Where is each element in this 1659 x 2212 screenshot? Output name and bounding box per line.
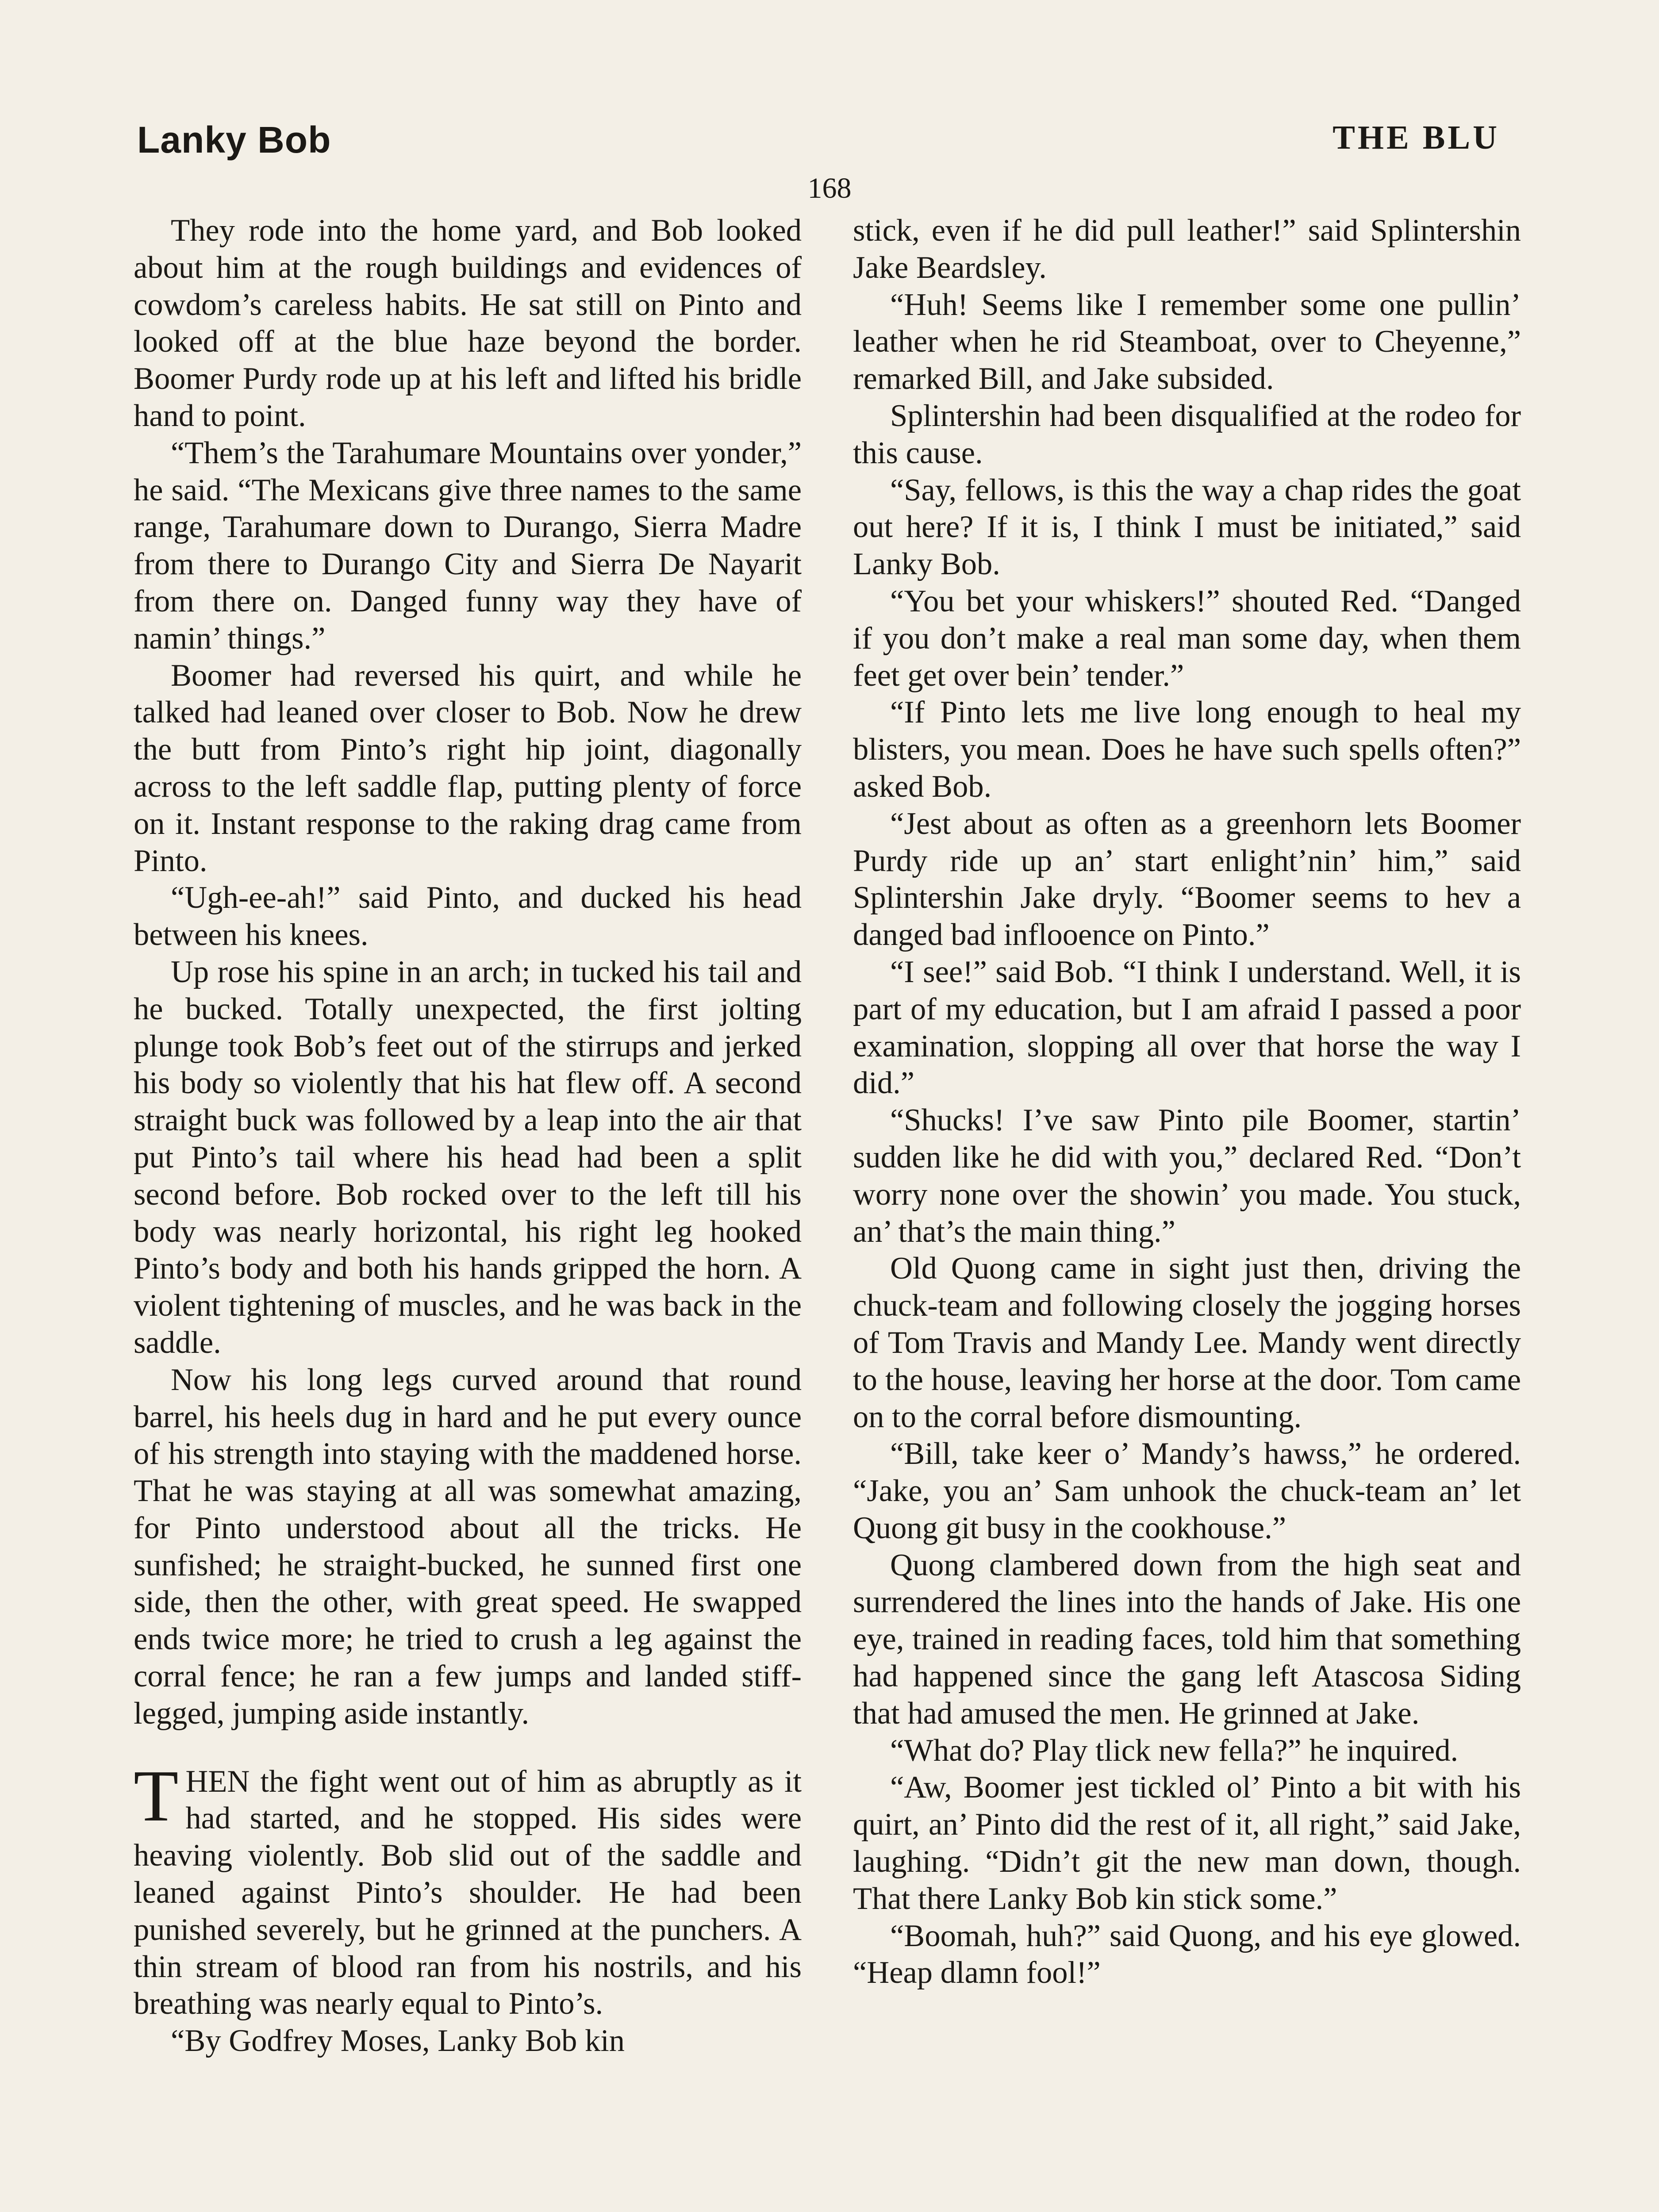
paragraph: “I see!” said Bob. “I think I understand. Well, it is part of my education, but I am afraid I passed a poor examination, slopping all over that horse the way I did.” xyxy=(853,954,1521,1101)
paragraph: “Boomah, huh?” said Quong, and his eye glowed. “Heap dlamn fool!” xyxy=(853,1918,1521,1990)
paragraph: “Them’s the Tarahumare Mountains over yonder,” he said. “The Mexicans give three names to the same range, Tarahumare down to Durango, Sierra Madre from there to Durango City and Sierra De Nayarit from there on. Danged funny way they have of namin’ things.” xyxy=(134,435,802,656)
paragraph: Splintershin had been disqualified at the rodeo for this cause. xyxy=(853,398,1521,470)
paragraph: “What do? Play tlick new fella?” he inquired. xyxy=(890,1733,1459,1768)
paragraph: Old Quong came in sight just then, driving the chuck-team and following closely the jogging horses of Tom Travis and Mandy Lee. Mandy went directly to the house, leaving her horse at the door. Tom came on to the corral before dismounting. xyxy=(853,1251,1521,1434)
paragraph-continuation: stick, even if he did pull leather!” said Splintershin Jake Beardsley. xyxy=(853,213,1521,285)
paragraph: They rode into the home yard, and Bob looked about him at the rough buildings and evidences of cowdom’s careless habits. He sat still on Pinto and looked off at the blue haze beyond the border. Boomer Purdy rode up at his left and lifted his bridle hand to point. xyxy=(134,213,802,433)
paragraph: “If Pinto lets me live long enough to heal my blisters, you mean. Does he have such spells often?” asked Bob. xyxy=(853,695,1521,804)
paragraph: “You bet your whiskers!” shouted Red. “Danged if you don’t make a real man some day, when them feet get over bein’ tender.” xyxy=(853,584,1521,693)
paragraph: “Ugh-ee-ah!” said Pinto, and ducked his head between his knees. xyxy=(134,880,802,952)
paragraph: “Jest about as often as a greenhorn lets Boomer Purdy ride up an’ start enlight’nin’ him,” said Splintershin Jake dryly. “Boomer seems to hev a danged bad inflooence on Pinto.” xyxy=(853,806,1521,952)
paragraph: “Huh! Seems like I remember some one pullin’ leather when he rid Steamboat, over to Cheyenne,” remarked Bill, and Jake subsided. xyxy=(853,287,1521,396)
section-break-text: HEN the fight went out of him as abruptly as it had started, and he stopped. His sides were heaving violently. Bob slid out of the saddle and leaned against Pinto’s shoulder. He had been punished severely, but he grinned at the punchers. A thin stream of blood ran from his nostrils, and his breathing was nearly equal to Pinto’s. xyxy=(134,1764,802,2021)
story-title: Lanky Bob xyxy=(137,119,331,161)
paragraph: Now his long legs curved around that round barrel, his heels dug in hard and he put every ounce of his strength into staying with the maddened horse. That he was staying at all was somewhat amazing, for Pinto understood about all the tricks. He sunfished; he straight-bucked, he sunned first one side, then the other, with great speed. He swapped ends twice more; he tried to crush a leg against the corral fence; he ran a few jumps and landed stiff-legged, jumping aside instantly. xyxy=(134,1362,802,1731)
page-number: 168 xyxy=(807,172,852,204)
paragraph: “Shucks! I’ve saw Pinto pile Boomer, startin’ sudden like he did with you,” declared Red. “Don’t worry none over the showin’ you made. You stuck, an’ that’s the main thing.” xyxy=(853,1103,1521,1249)
left-column xyxy=(134,212,802,2060)
paragraph: “Aw, Boomer jest tickled ol’ Pinto a bit with his quirt, an’ Pinto did the rest of it, all right,” said Jake, laughing. “Didn’t git the new man down, though. That there Lanky Bob kin stick some.” xyxy=(853,1770,1521,1916)
right-column xyxy=(853,212,1521,1992)
paragraph: Up rose his spine in an arch; in tucked his tail and he bucked. Totally unexpected, the first jolting plunge took Bob’s feet out of the stirrups and jerked his body so violently that his hat flew off. A second straight buck was followed by a leap into the air that put Pinto’s tail where his head had been a split second before. Bob rocked over to the left till his body was nearly horizontal, his right leg hooked Pinto’s body and both his hands gripped the horn. A violent tightening of muscles, and he was back in the saddle. xyxy=(134,954,802,1360)
paragraph: “Bill, take keer o’ Mandy’s hawss,” he ordered. “Jake, you an’ Sam unhook the chuck-team an’ let Quong git busy in the cookhouse.” xyxy=(853,1436,1521,1545)
drop-cap: T xyxy=(134,1755,179,1836)
paragraph: “Say, fellows, is this the way a chap rides the goat out here? If it is, I think I must be initiated,” said Lanky Bob. xyxy=(853,472,1521,582)
magazine-name: THE BLU xyxy=(1333,119,1500,156)
paragraph: Boomer had reversed his quirt, and while he talked had leaned over closer to Bob. Now he drew the butt from Pinto’s right hip joint, diagonally across to the left saddle flap, putting plenty of force on it. Instant response to the raking drag came from Pinto. xyxy=(134,658,802,878)
section-break-paragraph xyxy=(134,1755,802,2023)
paragraph: Quong clambered down from the high seat and surrendered the lines into the hands of Jake. His one eye, trained in reading faces, told him that something had happened since the gang left Atascosa Siding that had amused the men. He grinned at Jake. xyxy=(853,1548,1521,1731)
paragraph: “By Godfrey Moses, Lanky Bob kin xyxy=(171,2024,625,2058)
